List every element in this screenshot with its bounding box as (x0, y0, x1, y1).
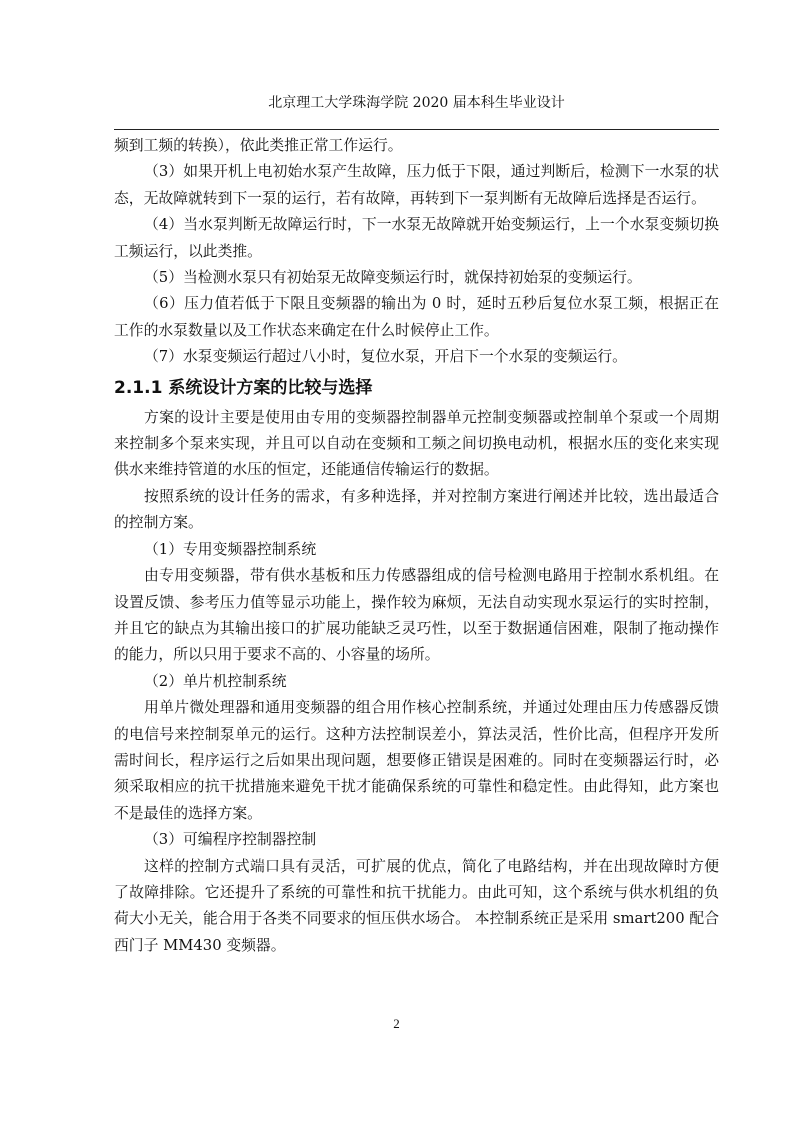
paragraph-step-3: （3）如果开机上电初始水泵产生故障，压力低于下限，通过判断后，检测下一水泵的状态，无故障就转到下一泵的运行，若有故障，再转到下一泵判断有无故障后选择是否运行。 (114, 163, 719, 207)
paragraph-step-4: （4）当水泵判断无故障运行时，下一水泵无故障就开始变频运行，上一个水泵变频切换工频运行，以此类推。 (114, 216, 719, 260)
paragraph-continuation: 频到工频的转换），依此类推正常工作运行。 (114, 137, 403, 154)
header-rule (114, 129, 719, 130)
section-heading: 2.1.1 系统设计方案的比较与选择 (114, 377, 373, 398)
paragraph-step-6: （6）压力值若低于下限且变频器的输出为 0 时，延时五秒后复位水泵工频，根据正在工作的水泵数量以及工作状态来确定在什么时候停止工作。 (114, 295, 719, 339)
subheading-option-3: （3）可编程序控制器控制 (144, 831, 317, 849)
paragraph-option-1: 由专用变频器，带有供水基板和压力传感器组成的信号检测电路用于控制水系机组。在设置反馈、参考压力值等显示功能上，操作较为麻烦，无法自动实现水泵运行的实时控制，并且它的缺点为其输出接口的扩展功能缺乏灵巧性，以至于数据通信困难，限制了拖动操作的能力，所以只用于要求不高的、小容量的场所。 (114, 567, 719, 664)
paragraph-option-2: 用单片微处理器和通用变频器的组合用作核心控制系统，并通过处理由压力传感器反馈的电信号来控制泵单元的运行。这种方法控制误差小，算法灵活，性价比高，但程序开发所需时间长，程序运行之后如果出现问题，想要修正错误是困难的。同时在变频器运行时，必须采取相应的抗干扰措施来避免干扰才能确保系统的可靠性和稳定性。由此得知，此方案也不是最佳的选择方案。 (114, 699, 719, 822)
paragraph-design-intro: 方案的设计主要是使用由专用的变频器控制器单元控制变频器或控制单个泵或一个周期来控制多个泵来实现，并且可以自动在变频和工频之间切换电动机，根据水压的变化来实现供水来维持管道的水压的恒定，还能通信传输运行的数据。 (114, 408, 719, 479)
paragraph-step-7: （7）水泵变频运行超过八小时，复位水泵，开启下一个水泵的变频运行。 (144, 348, 627, 366)
paragraph-step-5: （5）当检测水泵只有初始泵无故障变频运行时，就保持初始泵的变频运行。 (144, 269, 642, 287)
body-text (114, 133, 719, 959)
page-number: 2 (393, 1016, 400, 1031)
page-header: 北京理工大学珠海学院 2020 届本科生毕业设计 (268, 95, 565, 111)
paragraph-option-3: 这样的控制方式端口具有灵活，可扩展的优点，简化了电路结构，并在出现故障时方便了故障排除。它还提升了系统的可靠性和抗干扰能力。由此可知，这个系统与供水机组的负荷大小无关，能合用于各类不同要求的恒压供水场合。 本控制系统正是采用 smart200 配合西门子 MM430 变频器。 (114, 857, 719, 954)
subheading-option-1: （1）专用变频器控制系统 (144, 540, 317, 558)
paragraph-requirements: 按照系统的设计任务的需求，有多种选择，并对控制方案进行阐述并比较，选出最适合的控制方案。 (114, 487, 719, 532)
subheading-option-2: （2）单片机控制系统 (144, 672, 287, 690)
